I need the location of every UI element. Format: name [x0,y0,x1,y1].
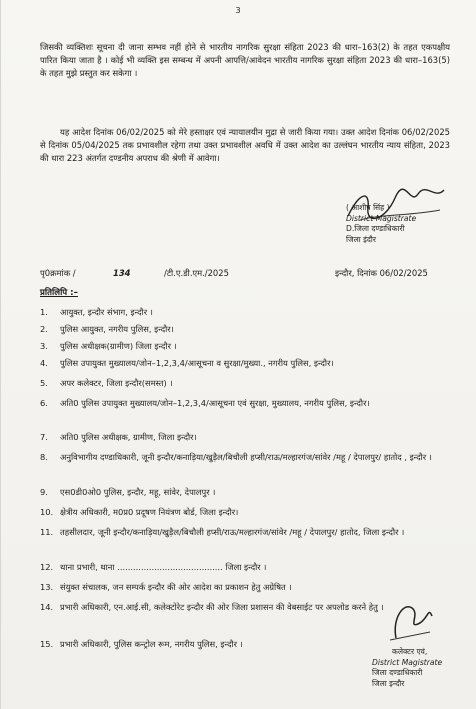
designation-hindi: जिला दण्डाधिकारी [372,668,423,677]
signatory-name: ( आशीष सिंह ) [346,203,390,212]
item-text: अपर कलेक्टर, जिला इन्दौर(समस्त) । [60,378,173,388]
item-text: संयुक्त संचालक, जन सम्पर्क इन्दौर की ओर आदेश का प्रकाशन हेतु अग्रेषित । [60,582,292,592]
designation-hindi: D.जिला दण्डाधिकारी [346,224,405,233]
item-text: अनुविभागीय दण्डाधिकारी, जूनी इन्दौर/कनाड़िया/खुड़ैल/बिचौली हप्सी/राऊ/मल्हारगंज/सांवेर /महू / देपालपुर/ हातोद , इन्दौर । [60,452,432,462]
item-number: 4. [40,358,48,368]
item-text: थाना प्रभारी, थाना ........................................ जिला इन्दौर । [60,562,267,572]
item-text: अति0 पुलिस अधीक्षक, ग्रामीण, जिला इन्दौर। [60,432,197,442]
item-text: एस0डी0ओ0 पुलिस, इन्दौर, महू, सांवेर, देपालपुर । [60,487,216,497]
item-number: 15. [40,639,54,649]
item-text: तहसीलदार, जूनी इन्दौर/कनाड़िया/खुड़ैल/बिचौली हप्सी/राऊ/मल्हारगंज/सांवेर /महू / देपालपुर/ हातोद, जिला इन्दौर । [60,527,405,537]
item-number: 1. [40,307,48,317]
district-line: जिला इन्दौर [372,678,405,688]
item-number: 7. [40,432,48,442]
item-number: 3. [40,341,48,351]
page-number: 3 [235,6,241,15]
reference-number: 134 [113,268,131,278]
reference-label: पृ0क्रमांक / [40,268,76,278]
item-text: पुलिस अधीक्षक(ग्रामीण) जिला इन्दौर । [60,341,177,351]
item-text: पुलिस उपायुक्त मुख्यालय/जोन–1,2,3,4/आसूचना व सुरक्षा/मुख्या., नगरीय पुलिस, इन्दौर। [60,358,334,368]
item-text: प्रभारी अधिकारी, एन.आई.सी, कलेक्टोरेट इन्दौर की ओर जिला प्रशासन की वेबसाईट पर अपलोड करने हेतु । [60,602,384,612]
item-text: क्षेत्रीय अधिकारी, म0प्र0 प्रदूषण नियंत्रण बोर्ड, जिला इन्दौर। [60,507,239,517]
order-paragraph-2: यह आदेश दिनांक 06/02/2025 को मेरे हस्ताक्षर एवं न्यायालयीन मुद्रा से जारी किया गया। उक्त आदेश दिनांक 06/02/2025 से दिनांक 05/04/2025 तक प्रभावशील रहेगा तथा उक्त प्रभावशील अवधि में उक्त आदेश का उल्लंघन भारतीय न्याय संहिता, 2023 की धारा 223 अंतर्गत दण्डनीय अपराध की श्रेणी में आवेगा। [40,127,450,163]
signature-block-1 [346,203,416,245]
item-number: 6. [40,398,48,408]
designation-english: District Magistrate [372,657,443,667]
item-number: 13. [40,582,54,592]
signature-mark-2 [382,598,438,644]
item-number: 5. [40,378,48,388]
designation-english: District Magistrate [346,213,417,223]
item-number: 8. [40,452,48,462]
item-text: आयुक्त, इन्दौर संभाग, इन्दौर । [60,307,153,317]
item-text: प्रभारी अधिकारी, पुलिस कन्ट्रोल रूम, नगरीय पुलिस, इन्दौर । [60,639,243,649]
order-paragraph-1: जिसकी व्यक्तिशः सूचना दी जाना सम्भव नहीं होने से भारतीय नागरिक सुरक्षा संहिता 2023 की धारा–163(2) के तहत एकपक्षीय पारित किया जाता है । कोई भी व्यक्ति इस सम्बन्ध में अपनी आपत्ति/आवेदन भारतीय नागरिक सुरक्षा संहिता 2023 की धारा–163(5) के तहत मुझे प्रस्तुत कर सकेगा । [40,42,450,78]
signature-block-2 [372,647,442,689]
copy-heading: प्रतिलिपि :– [40,288,78,298]
item-number: 9. [40,487,48,497]
item-number: 14. [40,602,54,612]
item-text: अति0 पुलिस उपायुक्त मुख्यालय/जोन–1,2,3,4/आसूचना एवं सुरक्षा, मुख्यालय, नगरीय पुलिस, इन्दौर। [60,398,370,408]
page-edge [0,0,1,709]
item-number: 12. [40,562,54,572]
item-number: 10. [40,507,54,517]
item-text: पुलिस आयुक्त, नगरीय पुलिस, इन्दौर। [60,324,174,334]
district-line: जिला इंदौर [346,234,376,244]
reference-code: /टी.ए.डी.एम./2025 [164,268,229,278]
designation-collector: कलेक्टर एवं, [392,647,428,656]
reference-date: इन्दौर, दिनांक 06/02/2025 [335,268,428,278]
item-number: 2. [40,324,48,334]
item-number: 11. [40,527,54,537]
